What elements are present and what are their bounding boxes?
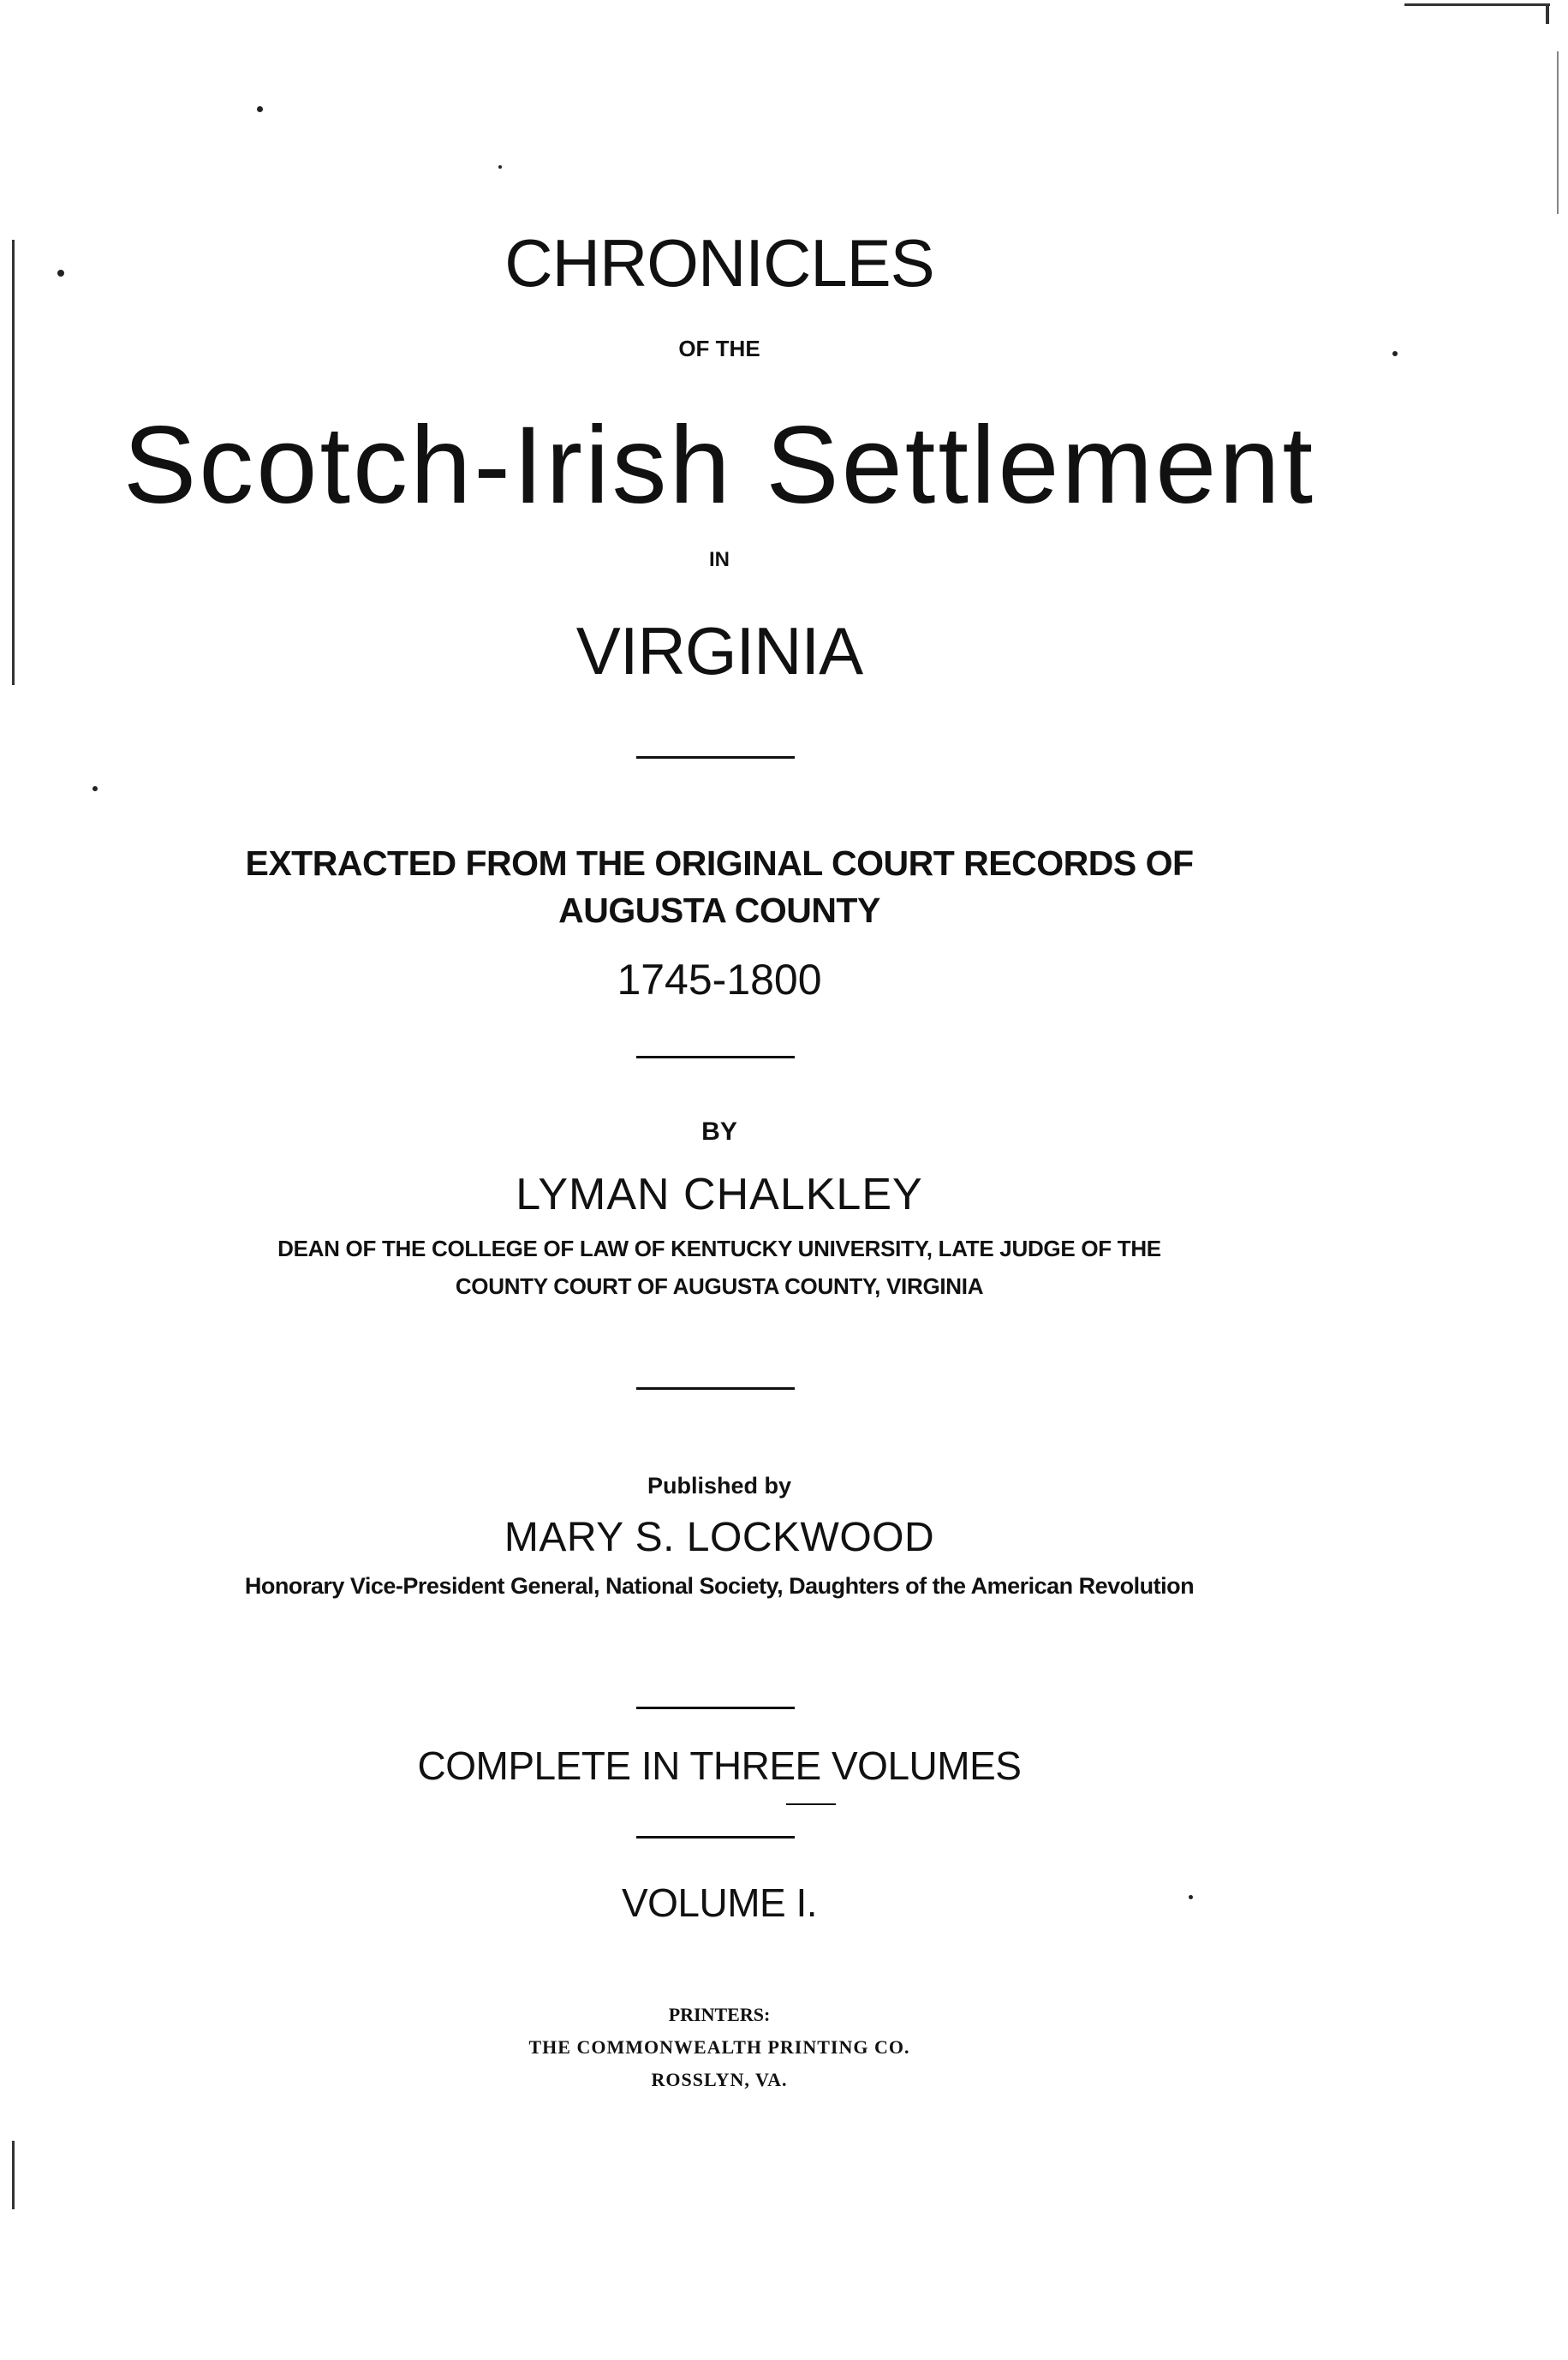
main-title: Scotch-Irish Settlement: [122, 404, 1316, 527]
subtitle-line-1: EXTRACTED FROM THE ORIGINAL COURT RECORDS OF: [245, 843, 1194, 883]
heading-chronicles: CHRONICLES: [504, 225, 934, 301]
volume-number: VOLUME I.: [621, 1880, 818, 1925]
scan-edge-top-right: [1404, 3, 1550, 6]
scan-edge-left-lower: [12, 2141, 15, 2209]
publisher-description: Honorary Vice-President General, National Society, Daughters of the American Revolution: [244, 1573, 1195, 1599]
printer-city: ROSSLYN, VA.: [651, 2069, 788, 2090]
subtitle-line-2: AUGUSTA COUNTY: [558, 891, 880, 930]
heading-of-the: OF THE: [678, 336, 760, 361]
scan-speck: [257, 106, 263, 112]
printers-label: PRINTERS:: [668, 2004, 771, 2025]
scan-speck: [498, 165, 502, 169]
author-name: LYMAN CHALKLEY: [516, 1170, 923, 1219]
divider-rule: [636, 1836, 795, 1839]
printer-company: THE COMMONWEALTH PRINTING CO.: [528, 2036, 910, 2058]
divider-rule-short: [786, 1803, 836, 1805]
scan-speck: [92, 786, 98, 791]
volumes-note: COMPLETE IN THREE VOLUMES: [417, 1743, 1022, 1788]
author-description-line-2: COUNTY COURT OF AUGUSTA COUNTY, VIRGINIA: [455, 1273, 984, 1299]
date-range: 1745-1800: [617, 956, 822, 1004]
heading-in: IN: [709, 548, 730, 571]
published-by-label: Published by: [647, 1473, 792, 1499]
scan-edge-top-right-hook: [1546, 3, 1549, 24]
divider-rule: [636, 756, 795, 759]
heading-virginia: VIRGINIA: [575, 613, 863, 688]
by-label: BY: [701, 1117, 737, 1146]
divider-rule: [636, 1056, 795, 1058]
divider-rule: [636, 1707, 795, 1709]
publisher-name: MARY S. LOCKWOOD: [504, 1515, 935, 1560]
scan-edge-right: [1557, 51, 1559, 214]
divider-rule: [636, 1387, 795, 1390]
author-description-line-1: DEAN OF THE COLLEGE OF LAW OF KENTUCKY UNIVERSITY, LATE JUDGE OF THE: [277, 1236, 1161, 1261]
